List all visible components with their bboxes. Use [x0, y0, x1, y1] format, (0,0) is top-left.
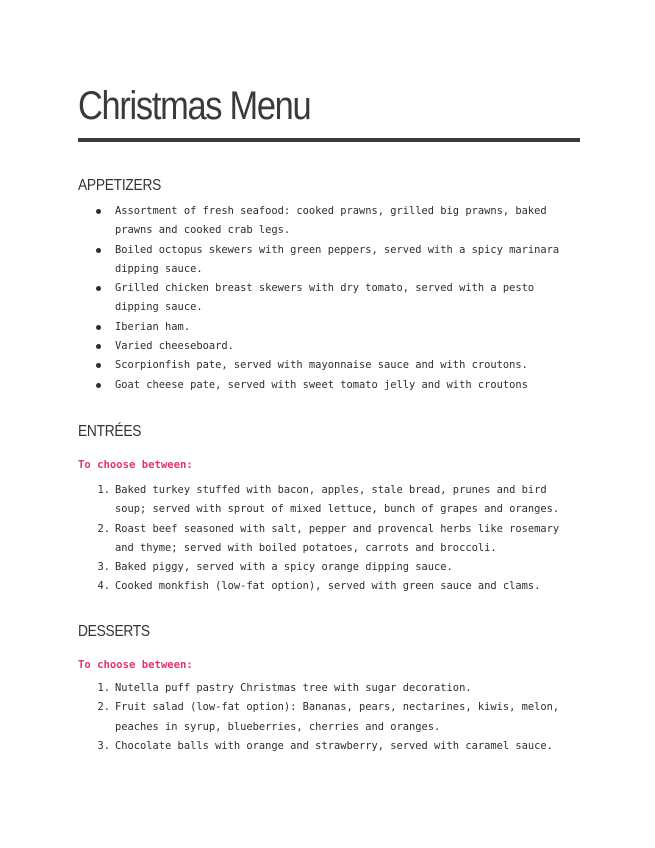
- bullet-icon: [96, 248, 101, 253]
- appetizers-heading: APPETIZERS: [78, 177, 162, 194]
- list-number: 2.: [97, 522, 110, 535]
- list-item: [78, 202, 580, 241]
- list-item: [78, 520, 580, 559]
- list-item: [78, 337, 580, 356]
- list-item-text: Cooked monkfish (low-fat option), served with green sauce and clams.: [115, 580, 541, 593]
- list-item: [78, 279, 580, 318]
- desserts-list: [78, 679, 580, 756]
- list-item: [78, 698, 580, 737]
- list-item-text: Varied cheeseboard.: [115, 340, 234, 353]
- page-title: Christmas Menu: [78, 84, 311, 128]
- list-item-text: Baked turkey stuffed with bacon, apples, stale bread, prunes and bird soup; served with sprout of mixed lettuce, bunch of grapes and oranges.: [115, 484, 560, 516]
- list-item-text: Fruit salad (low-fat option): Bananas, pears, nectarines, kiwis, melon, peaches in syrup, blueberries, cherries and oranges.: [115, 701, 560, 733]
- entrees-heading: ENTRÉES: [78, 423, 142, 440]
- list-item-text: Baked piggy, served with a spicy orange dipping sauce.: [115, 561, 453, 574]
- list-item: [78, 558, 580, 577]
- desserts-heading: DESSERTS: [78, 623, 150, 640]
- list-number: 3.: [97, 561, 110, 574]
- list-item-text: Goat cheese pate, served with sweet tomato jelly and with croutons: [115, 378, 528, 391]
- list-number: 1.: [97, 484, 110, 496]
- bullet-icon: [96, 286, 101, 291]
- title-divider: [78, 138, 580, 142]
- list-number: 1.: [97, 682, 110, 694]
- list-item: [78, 376, 580, 395]
- bullet-icon: [96, 363, 101, 368]
- list-item-text: Boiled octopus skewers with green peppers, served with a spicy marinara dipping sauce.: [115, 243, 560, 275]
- list-item: [78, 241, 580, 280]
- list-item-text: Roast beef seasoned with salt, pepper and provencal herbs like rosemary and thyme; served with boiled potatoes, carrots and broccoli.: [115, 522, 560, 554]
- list-item-text: Iberian ham.: [115, 320, 191, 333]
- appetizers-list: [78, 202, 580, 395]
- list-item-text: Nutella puff pastry Christmas tree with sugar decoration.: [115, 682, 472, 694]
- bullet-icon: [96, 383, 101, 388]
- desserts-subheading: To choose between:: [78, 659, 193, 671]
- bullet-icon: [96, 344, 101, 349]
- list-item-text: Assortment of fresh seafood: cooked prawns, grilled big prawns, baked prawns and cooked crab legs.: [115, 205, 547, 237]
- bullet-icon: [96, 325, 101, 330]
- list-item: [78, 481, 580, 520]
- list-item: [78, 318, 580, 337]
- list-item: [78, 737, 580, 756]
- bullet-icon: [96, 209, 101, 214]
- list-item: [78, 356, 580, 375]
- list-number: 2.: [97, 701, 110, 714]
- entrees-list: [78, 481, 580, 597]
- list-item: [78, 577, 580, 596]
- list-item-text: Chocolate balls with orange and strawberry, served with caramel sauce.: [115, 739, 553, 752]
- list-number: 3.: [97, 739, 110, 752]
- list-item-text: Grilled chicken breast skewers with dry tomato, served with a pesto dipping sauce.: [115, 282, 535, 314]
- list-item-text: Scorpionfish pate, served with mayonnaise sauce and with croutons.: [115, 359, 528, 372]
- entrees-subheading: To choose between:: [78, 459, 193, 471]
- list-number: 4.: [97, 580, 110, 593]
- list-item: [78, 679, 580, 698]
